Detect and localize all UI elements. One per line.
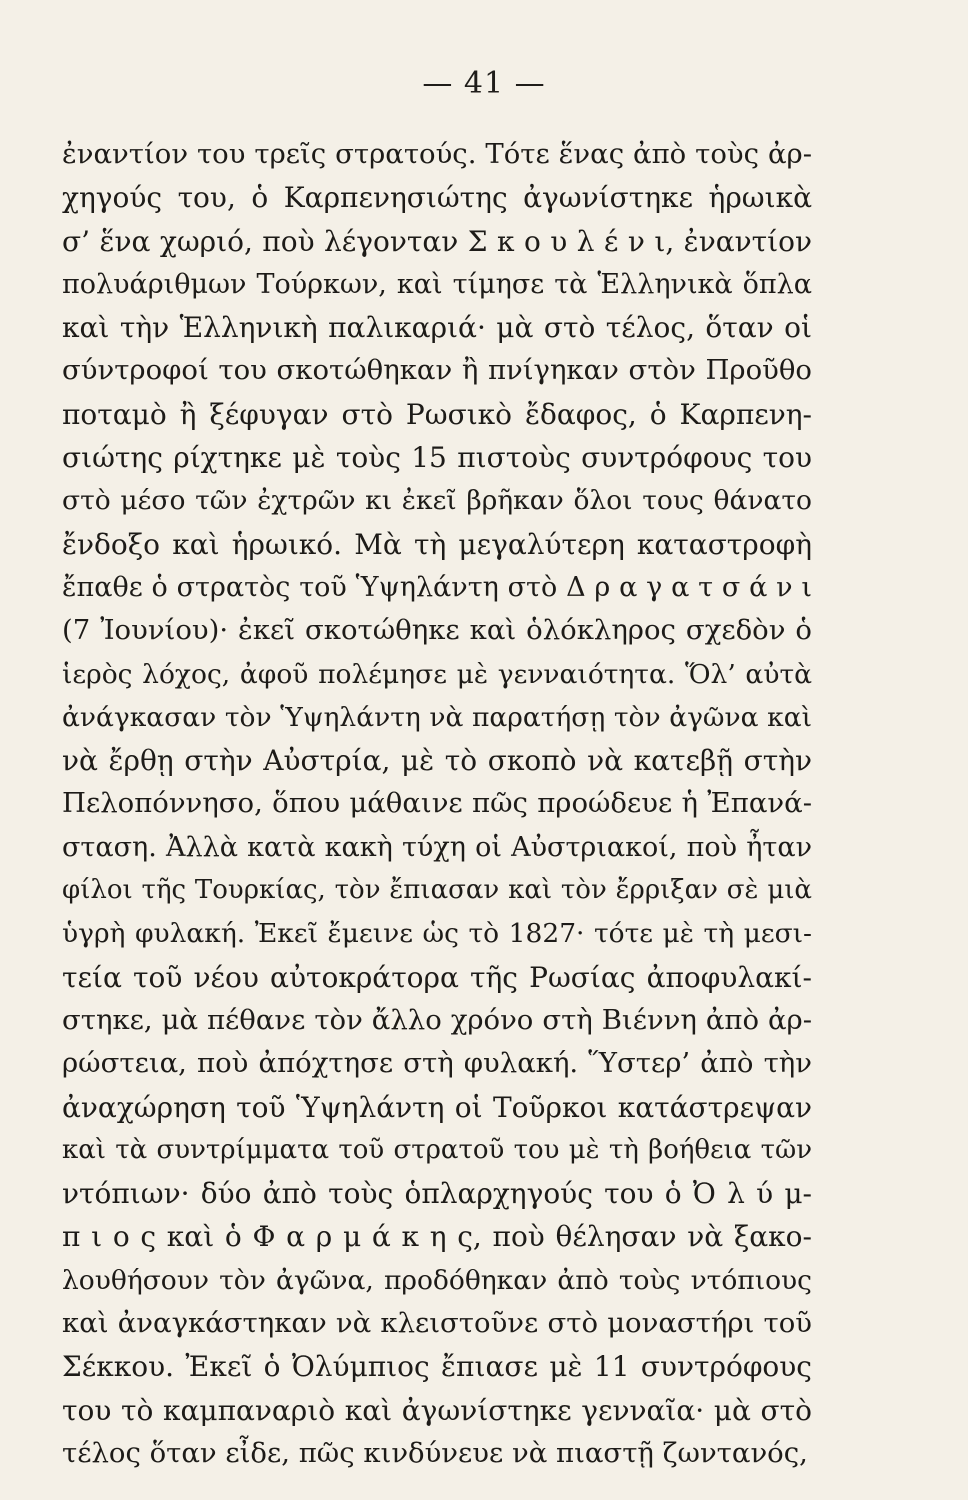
text-line: ποταμὸ ἢ ξέφυγαν στὸ Ρωσικὸ ἔδαφος, ὁ Καρπενη- [62,397,812,431]
text-line: τεία τοῦ νέου αὐτοκράτορα τῆς Ρωσίας ἀποφυλακί- [62,960,812,994]
text-line: πολυάριθμων Τούρκων, καὶ τίμησε τὰ Ἑλληνικὰ ὅπλα [62,268,812,300]
text-line: ἔπαθε ὁ στρατὸς τοῦ Ὑψηλάντη στὸ Δ ρ α γ α τ σ ά ν ι [62,571,812,603]
text-line: Πελοπόννησο, ὅπου μάθαινε πῶς προώδευε ἡ Ἐπανά- [62,787,812,820]
text-line: καὶ ἀναγκάστηκαν νὰ κλειστοῦνε στὸ μοναστήρι τοῦ [62,1307,812,1340]
text-line: Σέκκου. Ἐκεῖ ὁ Ὀλύμπιος ἔπιασε μὲ 11 συντρόφους [62,1350,812,1384]
text-line: νὰ ἔρθῃ στὴν Αὐστρία, μὲ τὸ σκοπὸ νὰ κατεβῇ στὴν [62,744,812,778]
text-line: τέλος ὅταν εἶδε, πῶς κινδύνευε νὰ πιαστῇ ζωντανός, [62,1436,808,1469]
text-line: του τὸ καμπαναριὸ καὶ ἀγωνίστηκε γενναῖα· μὰ στὸ [62,1393,812,1427]
text-line: στηκε, μὰ πέθανε τὸν ἄλλο χρόνο στὴ Βιέννη ἀπὸ ἀρ- [62,1003,812,1036]
page-number: — 41 — [422,66,546,101]
text-line: ντόπιων· δύο ἀπὸ τοὺς ὁπλαρχηγούς του ὁ Ὀ λ ύ μ- [62,1177,812,1211]
text-line: φίλοι τῆς Τουρκίας, τὸν ἔπιασαν καὶ τὸν ἔρριξαν σὲ μιὰ [62,875,812,906]
text-line: σ’ ἕνα χωριό, ποὺ λέγονταν Σ κ ο υ λ έ ν ι, ἐναντίον [62,224,812,258]
text-line: σύντροφοί του σκοτώθηκαν ἢ πνίγηκαν στὸν Προῦθο [62,354,812,387]
text-line: ρώστεια, ποὺ ἀπόχτησε στὴ φυλακή. Ὕστερ’ ἀπὸ τὴν [62,1047,812,1080]
body-text [62,133,812,1475]
text-line: σιώτης ρίχτηκε μὲ τοὺς 15 πιστοὺς συντρόφους του [62,441,812,475]
text-line: καὶ τὴν Ἑλληνικὴ παλικαριά· μὰ στὸ τέλος, ὅταν οἱ [62,311,812,345]
text-line: ἐναντίον του τρεῖς στρατούς. Τότε ἕνας ἀπὸ τοὺς ἀρ- [62,138,812,170]
text-line: ὑγρὴ φυλακή. Ἐκεῖ ἔμεινε ὡς τὸ 1827· τότε μὲ τὴ μεσι- [62,918,812,950]
text-line: (7 Ἰουνίου)· ἐκεῖ σκοτώθηκε καὶ ὁλόκληρος σχεδὸν ὁ [62,614,812,647]
text-line: στὸ μέσο τῶν ἐχτρῶν κι ἐκεῖ βρῆκαν ὅλοι τους θάνατο [62,485,812,517]
text-line: καὶ τὰ συντρίμματα τοῦ στρατοῦ του μὲ τὴ βοήθεια τῶν [62,1134,812,1165]
text-line: ἔνδοξο καὶ ἡρωικό. Μὰ τὴ μεγαλύτερη καταστροφὴ [62,527,812,561]
text-line: π ι ο ς καὶ ὁ Φ α ρ μ ά κ η ς, ποὺ θέλησαν νὰ ξακο- [62,1220,812,1254]
text-line: ἀναχώρηση τοῦ Ὑψηλάντη οἱ Τοῦρκοι κατάστρεψαν [62,1090,812,1124]
text-line: ἱερὸς λόχος, ἀφοῦ πολέμησε μὲ γενναιότητα. Ὅλ’ αὐτὰ [62,658,812,690]
text-line: ἀνάγκασαν τὸν Ὑψηλάντη νὰ παρατήσῃ τὸν ἀγῶνα καὶ [62,701,812,733]
text-line: χηγούς του, ὁ Καρπενησιώτης ἀγωνίστηκε ἡρωικὰ [62,181,812,215]
text-line: σταση. Ἀλλὰ κατὰ κακὴ τύχη οἱ Αὐστριακοί, ποὺ ἦταν [62,831,812,863]
text-line: λουθήσουν τὸν ἀγῶνα, προδόθηκαν ἀπὸ τοὺς ντόπιους [62,1264,812,1296]
